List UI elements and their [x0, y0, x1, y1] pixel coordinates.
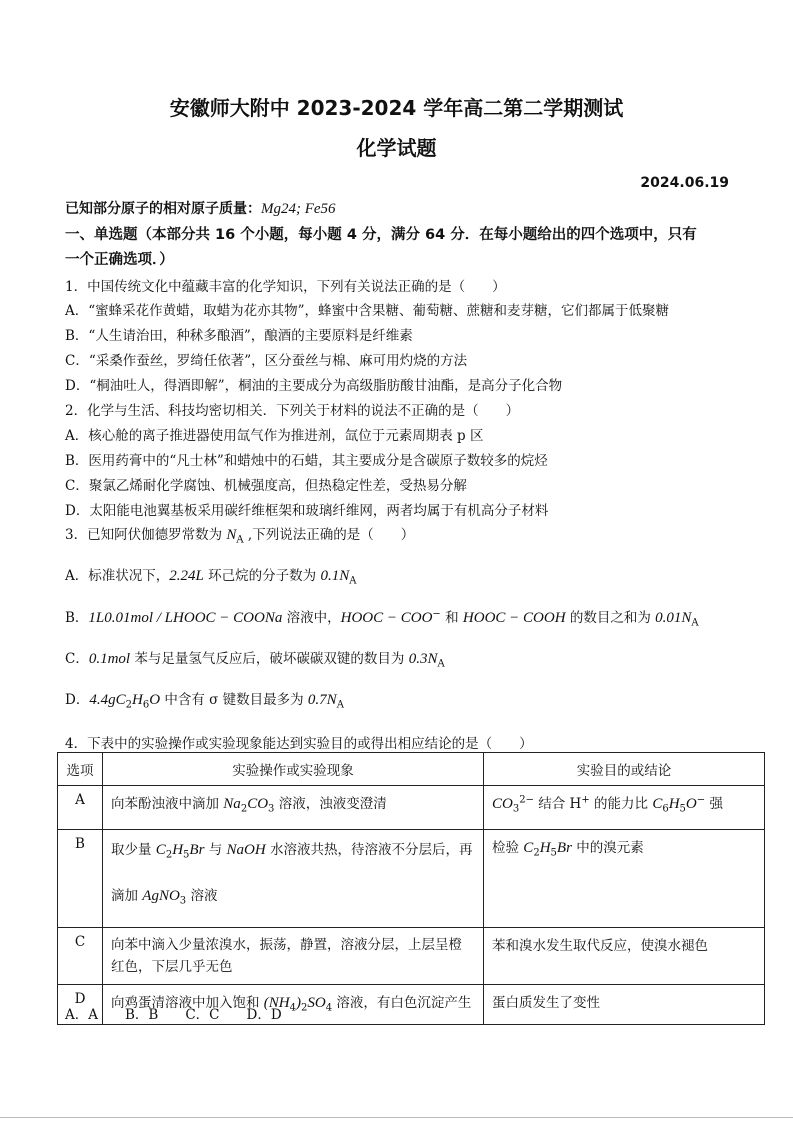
section-heading-line2: 一个正确选项．） — [65, 252, 174, 268]
q3-d-mid: 中含有 σ 键数目最多为 — [160, 692, 308, 708]
q1-option-b: B．“人生请治田，种秫多酿酒”，酿酒的主要原料是纤维素 — [65, 328, 413, 344]
row-b-op1-pre: 取少量 — [111, 842, 156, 858]
q3-d-formula1: 4.4gC — [89, 692, 126, 708]
q2-option-a: A．核心舱的离子推进器使用氙气作为推进剂，氙位于元素周期表 p 区 — [65, 428, 484, 444]
q4-experiment-table — [57, 752, 765, 1025]
row-a-res-post: 强 — [705, 796, 723, 812]
row-a-res-mid: 结合 H — [533, 796, 582, 812]
row-b-operation: 取少量 $C_2H_5Br$ 与 NaOH 水溶液共热，待溶液不分层后，再 滴加 AgNO$_3$ 溶液 — [103, 830, 484, 928]
table-header-option: 选项 — [58, 753, 103, 786]
exam-subtitle: 化学试题 — [356, 136, 437, 160]
q3-b-formula4: 0.01N — [655, 610, 692, 626]
exam-date: 2024.06.19 — [640, 175, 729, 191]
q3-d-pre: D． — [65, 692, 90, 708]
row-a-res-mid2: 的能力比 — [589, 796, 653, 812]
q3-d-formula2: 0.7N — [307, 692, 337, 708]
q3-option-c: C．0.1mol 苯与足量氢气反应后，破坏碳碳双键的数目为 $0.3N_A$ — [65, 651, 445, 670]
q3-option-d: D．$4.4gC_2H_6O$ 中含有 σ 键数目最多为 $0.7N_A$ — [65, 692, 344, 711]
q3-stem: 3．已知阿伏伽德罗常数为 $N_A$ ,下列说法正确的是（ ） — [65, 527, 415, 546]
table-header-operation: 实验操作或实验现象 — [103, 753, 484, 786]
row-a-res-formula2: C — [652, 796, 663, 812]
q3-a-mid: 环己烷的分子数为 — [203, 568, 321, 584]
exam-title: 安徽师大附中 2023-2024 学年高二第二学期测试 — [169, 96, 624, 120]
q3-a-pre: A．标准状况下， — [65, 568, 170, 584]
q3-option-a: A．标准状况下，2.24L 环己烷的分子数为 $0.1N_A$ — [65, 568, 357, 587]
q2-option-b: B．医用药膏中的“凡士林”和蜡烛中的石蜡，其主要成分是含碳原子数较多的烷烃 — [65, 453, 548, 469]
q3-c-pre: C． — [65, 651, 89, 667]
atomic-mass-values: Mg24; Fe56 — [261, 201, 336, 217]
row-b-op1-formula1: C — [155, 842, 166, 858]
q3-a-formula2: 0.1N — [320, 568, 350, 584]
table-row — [58, 786, 765, 830]
row-d-option: D — [58, 985, 103, 1025]
row-b-op2-pre: 滴加 — [111, 887, 143, 904]
q2-stem: 2．化学与生活、科技均密切相关．下列关于材料的说法不正确的是（ ） — [65, 403, 520, 419]
q3-c-formula2: 0.3N — [408, 651, 438, 667]
row-a-res-formula1: CO — [492, 796, 513, 812]
row-b-res-pre: 检验 — [492, 840, 524, 856]
q1-stem: 1．中国传统文化中蕴藏丰富的化学知识，下列有关说法正确的是（ ） — [65, 279, 506, 295]
row-c-option: C — [58, 928, 103, 985]
q1-option-c: C．“采桑作蚕丝，罗绮任依著”，区分蚕丝与棉、麻可用灼烧的方法 — [65, 353, 468, 369]
row-b-conclusion: 检验 $C_2H_5Br$ 中的溴元素 — [484, 830, 765, 928]
q2-option-c: C．聚氯乙烯耐化学腐蚀、机械强度高，但热稳定性差，受热易分解 — [65, 478, 467, 494]
table-row — [58, 928, 765, 985]
row-d-op-formula: (NH — [263, 995, 290, 1012]
table-row — [58, 830, 765, 928]
row-a-option: A — [58, 786, 103, 830]
row-d-conclusion: 蛋白质发生了变性 — [484, 985, 765, 1025]
table-header-row — [58, 753, 765, 786]
row-b-op1-mid: 与 — [204, 842, 227, 858]
q4-stem: 4．下表中的实验操作或实验现象能达到实验目的或得出相应结论的是（ ） — [65, 736, 533, 752]
q3-c-formula1: 0.1mol — [88, 651, 131, 667]
table-header-conclusion: 实验目的或结论 — [484, 753, 765, 786]
row-b-op1-formula2: NaOH — [226, 842, 266, 858]
q3-b-formula2: HOOC − COO — [340, 610, 433, 626]
q3-b-mid3: 的数目之和为 — [565, 610, 656, 626]
row-b-op2-formula: AgNO — [142, 887, 180, 904]
q3-a-formula1: 2.24L — [169, 568, 204, 584]
q3-c-mid: 苯与足量氢气反应后，破坏碳碳双键的数目为 — [130, 651, 409, 667]
atomic-mass-label: 已知部分原子的相对原子质量： — [65, 201, 261, 217]
section-heading-line1: 一、单选题（本部分共 16 个小题，每小题 4 分，满分 64 分．在每小题给出的四个选项中，只有 — [65, 227, 697, 243]
row-a-operation: 向苯酚浊液中滴加 $Na_2CO_3$ 溶液，浊液变澄清 — [103, 786, 484, 830]
q3-b-mid1: 溶液中， — [282, 610, 341, 626]
page-bottom-rule — [0, 1117, 793, 1118]
row-b-res-formula: C — [523, 840, 534, 856]
atomic-mass-line — [65, 198, 336, 218]
row-a-op-formula: Na — [223, 796, 241, 812]
q3-b-formula1: 1L0.01mol / LHOOC − COONa — [88, 610, 283, 626]
row-a-op-pre: 向苯酚浊液中滴加 — [111, 796, 224, 812]
q3-stem-pre: 3．已知阿伏伽德罗常数为 — [65, 527, 227, 543]
row-a-conclusion: $CO_3^{2-}$ 结合 H+ 的能力比 $C_6H_5O^-$ 强 — [484, 786, 765, 830]
row-b-res-post: 中的溴元素 — [571, 840, 644, 856]
q2-option-d: D．太阳能电池翼基板采用碳纤维框架和玻璃纤维网，两者均属于有机高分子材料 — [65, 503, 549, 519]
q4-answer-choices: A．A B．B C．C D．D — [65, 1007, 282, 1023]
row-c-conclusion: 苯和溴水发生取代反应，使溴水褪色 — [484, 928, 765, 985]
row-d-op-pre: 向鸡蛋清溶液中加入饱和 — [111, 995, 264, 1012]
row-a-op-post: 溶液，浊液变澄清 — [274, 796, 387, 812]
q3-b-mid2: 和 — [440, 610, 463, 626]
row-b-op2-post: 溶液 — [186, 887, 218, 904]
q1-option-d: D．“桐油吐人，得酒即解”，桐油的主要成分为高级脂肪酸甘油酯，是高分子化合物 — [65, 378, 563, 394]
row-d-operation: 向鸡蛋清溶液中加入饱和 $(NH_4)_2SO_4$ 溶液，有白色沉淀产生 — [103, 985, 484, 1025]
q3-stem-na: N — [226, 527, 237, 543]
q3-b-formula3: HOOC − COOH — [462, 610, 566, 626]
row-b-op1-post: 水溶液共热，待溶液不分层后，再 — [265, 842, 473, 858]
row-b-option: B — [58, 830, 103, 928]
q3-stem-post: ,下列说法正确的是（ ） — [243, 527, 415, 543]
row-c-operation: 向苯中滴入少量浓溴水，振荡，静置，溶液分层，上层呈橙红色，下层几乎无色 — [103, 928, 484, 985]
q1-option-a: A．“蜜蜂采花作黄蜡，取蜡为花亦其物”，蜂蜜中含果糖、葡萄糖、蔗糖和麦芽糖，它们都属于低聚糖 — [65, 303, 670, 319]
q3-b-pre: B． — [65, 610, 89, 626]
q3-option-b: B．1L0.01mol / LHOOC − COONa 溶液中，HOOC − COO− 和 HOOC − COOH 的数目之和为 $0.01N_A$ — [65, 608, 699, 629]
row-d-op-post: 溶液，有白色沉淀产生 — [332, 995, 472, 1012]
